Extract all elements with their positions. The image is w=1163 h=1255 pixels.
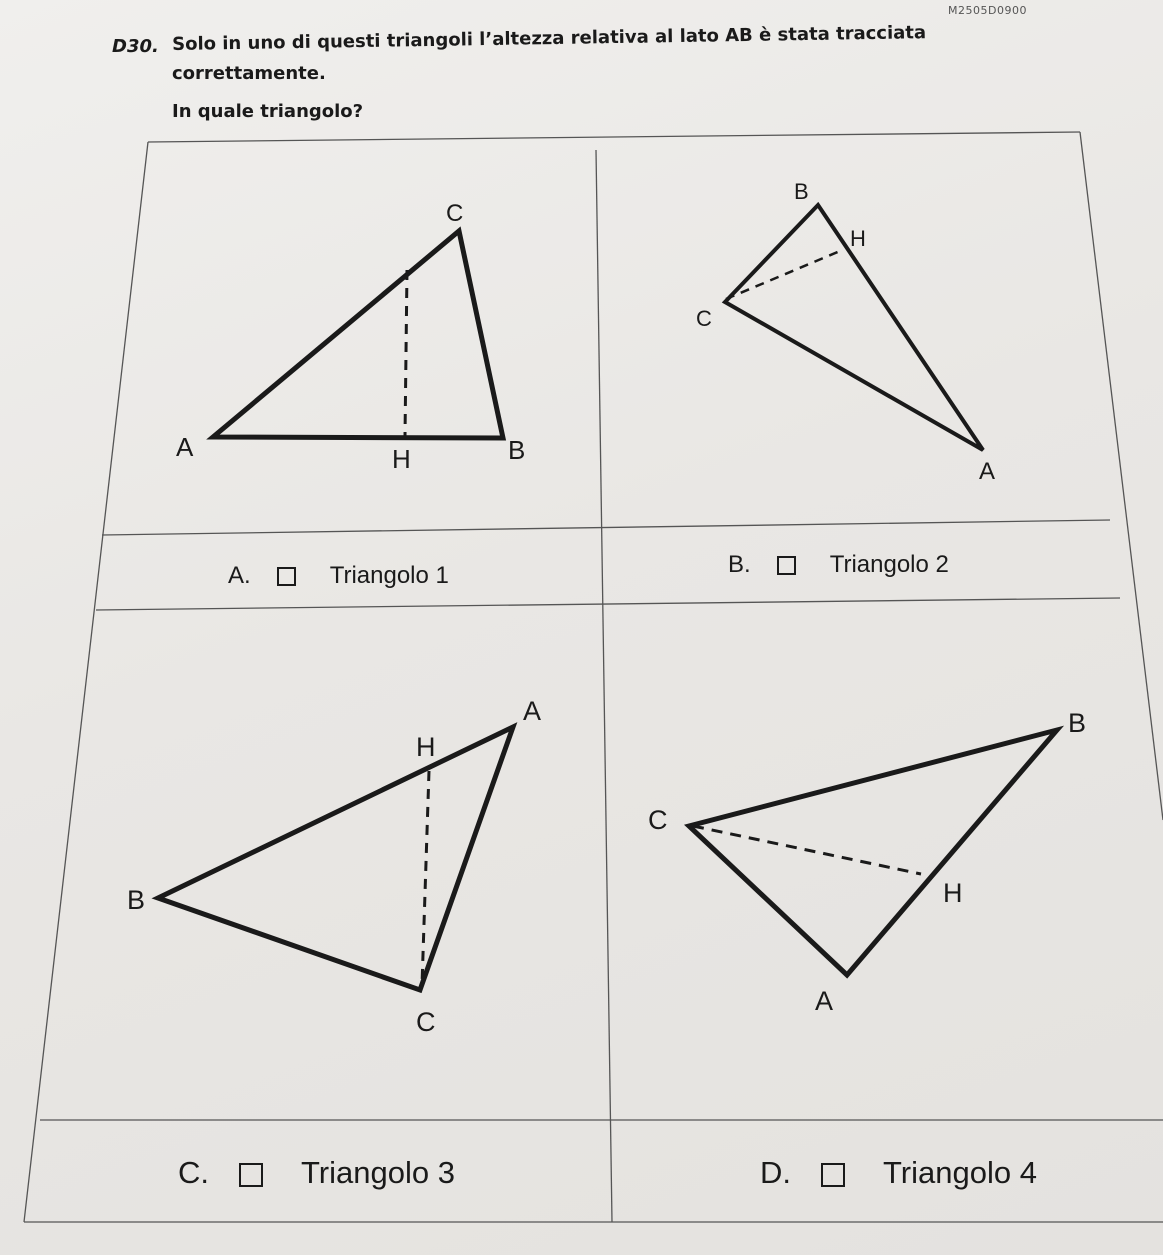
option-c-letter: C. (178, 1155, 209, 1190)
triangle-2-label-h: H (850, 226, 866, 251)
option-c-checkbox[interactable] (239, 1163, 263, 1187)
option-d-label: Triangolo 4 (883, 1155, 1037, 1190)
triangle-2 (696, 179, 995, 485)
option-a[interactable] (228, 562, 449, 590)
triangle-2-label-a: A (979, 458, 996, 485)
option-c-label: Triangolo 3 (301, 1155, 455, 1190)
triangle-1-label-a: A (176, 432, 194, 462)
option-d-checkbox[interactable] (821, 1163, 845, 1187)
document-code: M2505D0900 (948, 4, 1027, 17)
triangle-3-shape (158, 727, 513, 990)
triangle-4-label-b: B (1068, 708, 1087, 738)
triangle-3 (127, 696, 541, 1037)
triangle-4-altitude (693, 826, 921, 874)
question-number: D30. (112, 36, 159, 57)
option-a-checkbox[interactable] (277, 567, 296, 586)
question-text-line1: Solo in uno di questi triangoli l’altezza relativa al lato AB è stata tracciata (172, 22, 927, 55)
triangle-2-label-c: C (696, 306, 712, 331)
question-prompt: In quale triangolo? (172, 101, 364, 122)
option-b-letter: B. (728, 551, 751, 578)
option-c[interactable] (178, 1155, 455, 1191)
triangle-4 (648, 708, 1086, 1016)
triangle-3-label-a: A (523, 696, 542, 726)
option-b[interactable] (728, 551, 949, 579)
triangle-3-label-h: H (416, 732, 436, 762)
option-b-checkbox[interactable] (777, 556, 796, 575)
triangle-1-label-c: C (446, 200, 464, 227)
triangle-4-shape (689, 730, 1057, 975)
grid-lines (24, 132, 1163, 1222)
option-a-label: Triangolo 1 (329, 562, 449, 589)
question-text-line2: correttamente. (172, 63, 326, 84)
triangle-3-altitude (422, 771, 429, 985)
triangle-4-label-a: A (815, 986, 834, 1016)
option-d[interactable] (760, 1155, 1037, 1191)
triangle-3-label-b: B (127, 885, 146, 915)
option-b-label: Triangolo 2 (829, 551, 949, 578)
triangle-2-label-b: B (794, 179, 809, 204)
option-d-letter: D. (760, 1155, 791, 1190)
triangle-2-altitude (726, 251, 840, 299)
triangle-1-altitude (405, 270, 407, 436)
triangle-1-label-b: B (508, 435, 526, 465)
triangle-4-label-h: H (943, 878, 963, 908)
triangle-1 (176, 200, 525, 474)
triangle-3-label-c: C (416, 1007, 436, 1037)
option-a-letter: A. (228, 562, 251, 589)
triangle-1-shape (213, 231, 503, 438)
triangle-4-label-c: C (648, 805, 668, 835)
triangle-1-label-h: H (392, 444, 411, 474)
